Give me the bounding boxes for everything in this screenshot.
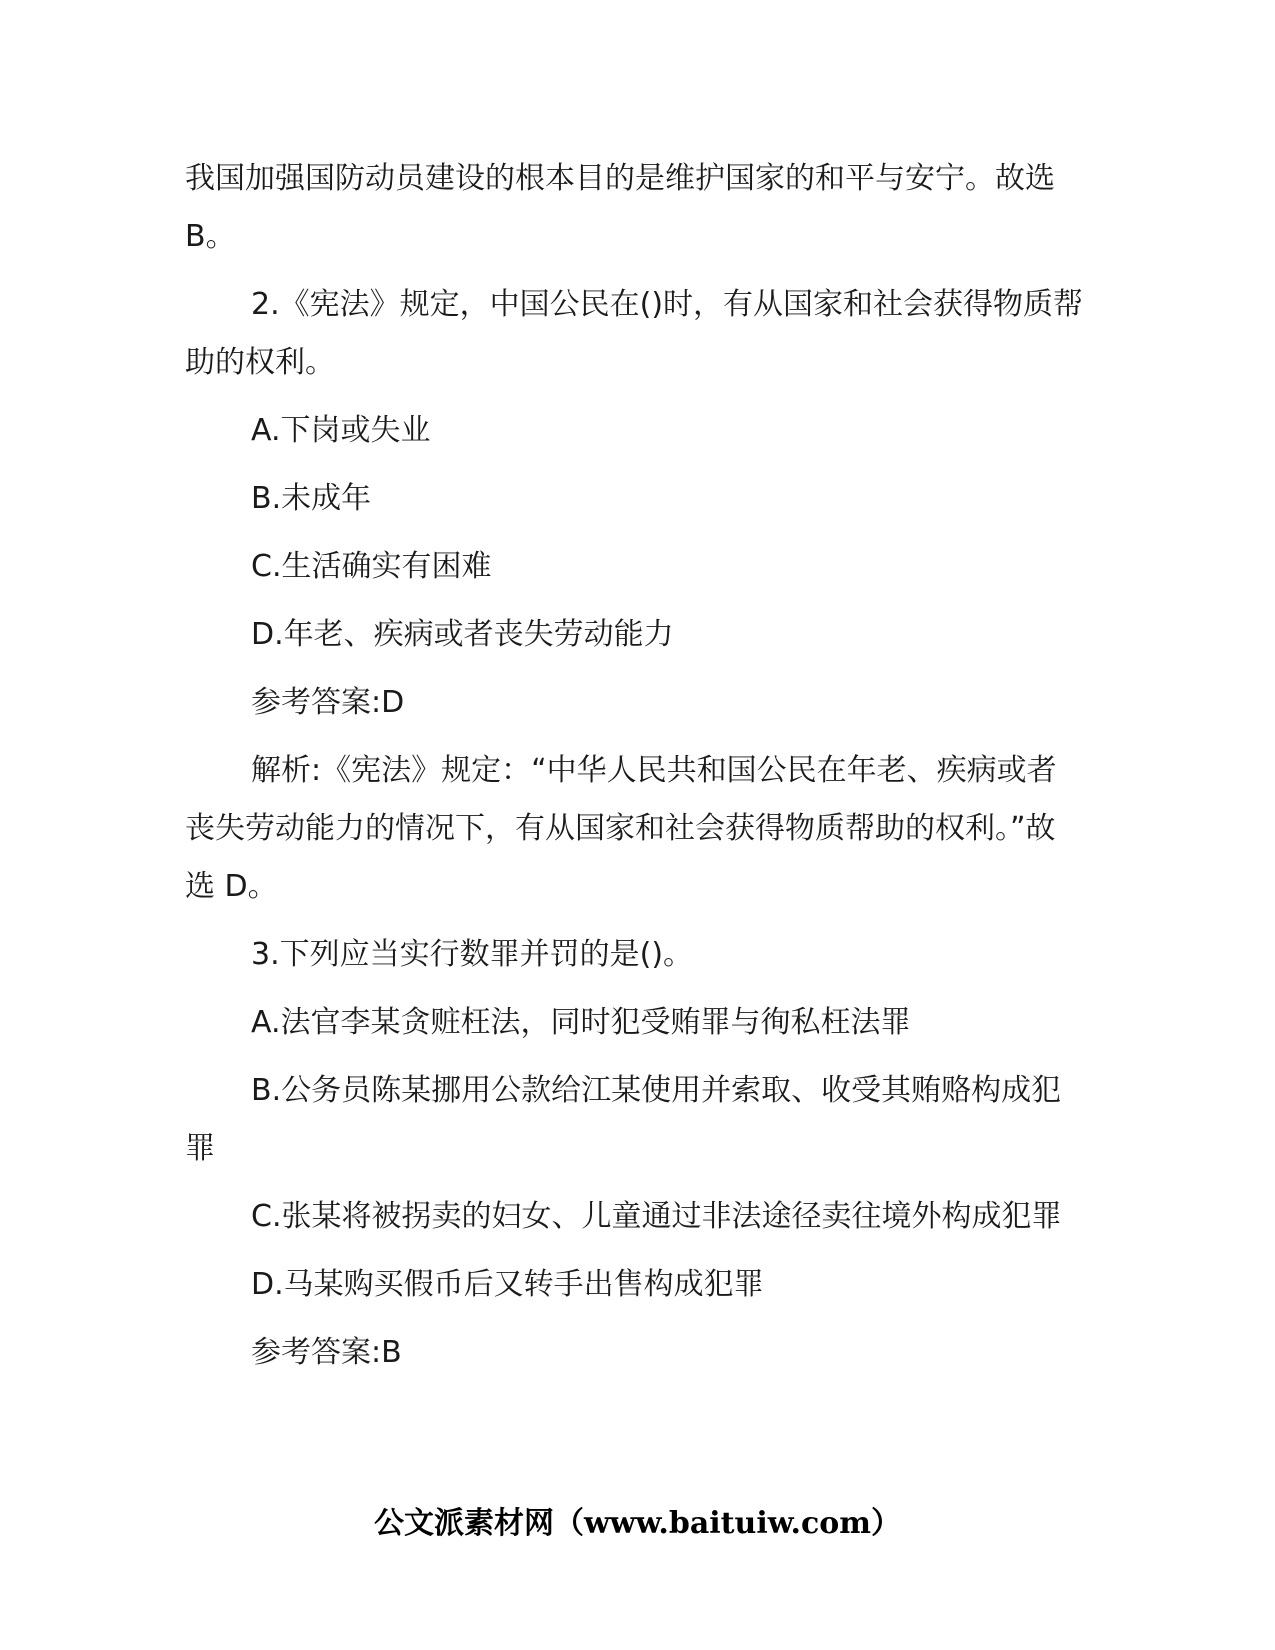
question-2-stem: 2.《宪法》规定，中国公民在()时，有从国家和社会获得物质帮助的权利。 bbox=[185, 287, 1084, 380]
question-2-explanation: 解析:《宪法》规定：“中华人民共和国公民在年老、疾病或者丧失劳动能力的情况下，有从国家和社会获得物质帮助的权利。”故选 D。 bbox=[185, 753, 1057, 904]
document-body bbox=[185, 150, 1085, 1392]
question-2-option-d: D.年老、疾病或者丧失劳动能力 bbox=[251, 617, 674, 652]
question-2-option-b: B.未成年 bbox=[251, 481, 372, 516]
question-3-answer: 参考答案:B bbox=[251, 1335, 402, 1370]
question-2-option-c: C.生活确实有困难 bbox=[251, 549, 492, 584]
question-3-option-a: A.法官李某贪赃枉法，同时犯受贿罪与徇私枉法罪 bbox=[251, 1005, 911, 1040]
question-3-option-d: D.马某购买假币后又转手出售构成犯罪 bbox=[251, 1267, 764, 1302]
paragraph-explanation-continued: 我国加强国防动员建设的根本目的是维护国家的和平与安宁。故选 B。 bbox=[185, 161, 1055, 254]
question-3-option-b: B.公务员陈某挪用公款给江某使用并索取、收受其贿赂构成犯罪 bbox=[185, 1073, 1062, 1166]
question-2-option-a: A.下岗或失业 bbox=[251, 413, 431, 448]
page-footer: 公文派素材网（www.baituiw.com） bbox=[373, 1506, 902, 1541]
question-3-option-c: C.张某将被拐卖的妇女、儿童通过非法途径卖往境外构成犯罪 bbox=[251, 1199, 1062, 1234]
question-2-answer: 参考答案:D bbox=[251, 685, 405, 720]
question-3-stem: 3.下列应当实行数罪并罚的是()。 bbox=[251, 937, 694, 972]
